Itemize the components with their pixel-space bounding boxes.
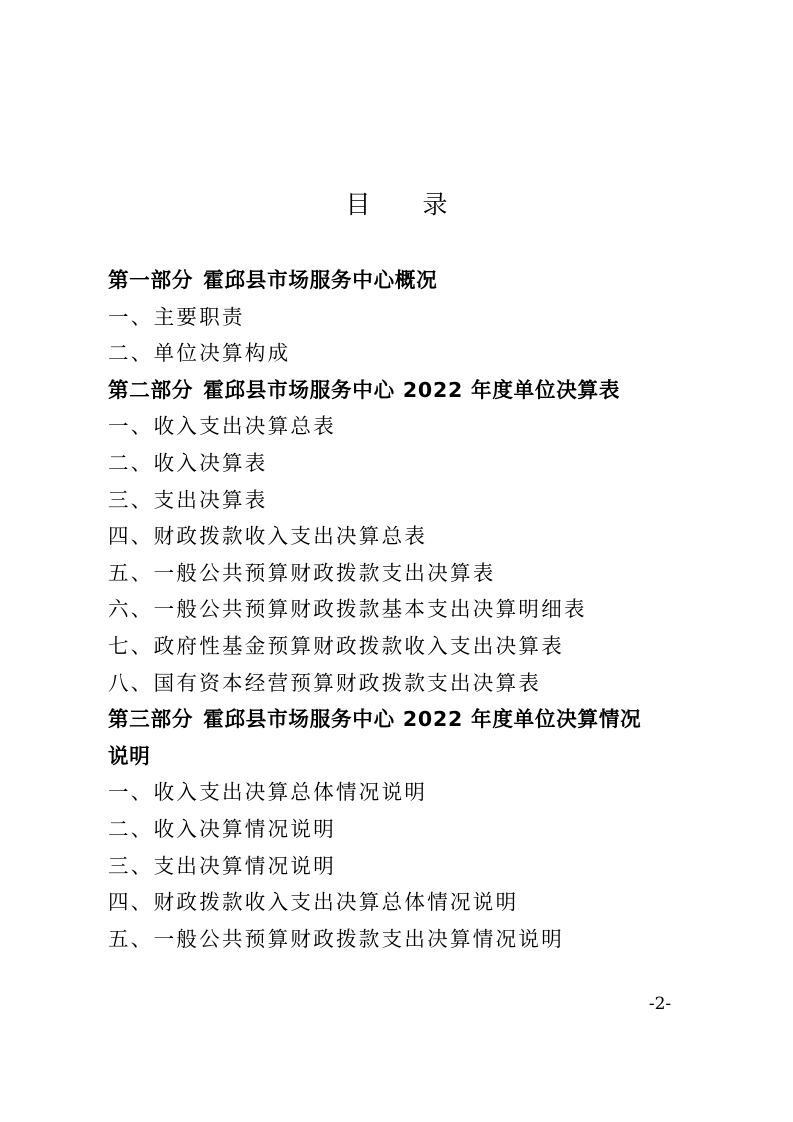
toc-item-text: 六、一般公共预算财政拨款基本支出决算明细表 — [108, 597, 587, 622]
toc-item-text: 三、支出决算情况说明 — [108, 853, 336, 878]
toc-part-label: 第二部分 — [108, 377, 194, 402]
toc-item — [108, 482, 708, 519]
toc-item — [108, 884, 708, 921]
toc-part-label: 第一部分 — [108, 268, 194, 292]
toc-part-title: 霍邱县市场服务中心 2022 年度单位决算表 — [203, 377, 621, 402]
toc-item — [108, 408, 708, 445]
toc-item-text: 五、一般公共预算财政拨款支出决算表 — [108, 560, 496, 585]
toc-part-heading — [108, 262, 708, 299]
toc-item — [108, 518, 708, 555]
toc-part-title: 说明 — [108, 743, 151, 768]
page-number: -2- — [648, 994, 672, 1014]
toc-item-text: 一、收入支出决算总表 — [108, 414, 336, 439]
toc-item — [108, 299, 708, 336]
toc-item-text: 二、单位决算构成 — [108, 341, 291, 366]
toc-item-text: 二、收入决算情况说明 — [108, 816, 336, 841]
toc-item-text: 八、国有资本经营预算财政拨款支出决算表 — [108, 670, 542, 695]
toc-item-text: 一、主要职责 — [108, 304, 245, 329]
toc-item-text: 一、收入支出决算总体情况说明 — [108, 780, 428, 805]
toc-part-label: 第三部分 — [108, 707, 194, 732]
table-of-contents — [108, 262, 708, 957]
toc-part-heading — [108, 372, 708, 409]
toc-item-text: 七、政府性基金预算财政拨款收入支出决算表 — [108, 633, 564, 658]
page-title: 目 录 — [345, 190, 470, 219]
toc-part-heading — [108, 701, 708, 738]
toc-item — [108, 921, 708, 958]
toc-item — [108, 665, 708, 702]
toc-item — [108, 591, 708, 628]
toc-item-text: 三、支出决算表 — [108, 487, 268, 512]
toc-part-title: 霍邱县市场服务中心概况 — [203, 268, 438, 292]
toc-item — [108, 774, 708, 811]
toc-part-heading — [108, 738, 708, 775]
toc-item — [108, 445, 708, 482]
toc-item — [108, 335, 708, 372]
toc-item-text: 四、财政拨款收入支出决算总体情况说明 — [108, 890, 519, 915]
toc-item-text: 五、一般公共预算财政拨款支出决算情况说明 — [108, 926, 564, 951]
toc-item — [108, 555, 708, 592]
toc-item — [108, 628, 708, 665]
toc-part-title: 霍邱县市场服务中心 2022 年度单位决算情况 — [203, 707, 642, 732]
toc-item — [108, 811, 708, 848]
toc-item — [108, 848, 708, 885]
toc-item-text: 二、收入决算表 — [108, 450, 268, 475]
toc-item-text: 四、财政拨款收入支出决算总表 — [108, 524, 428, 549]
